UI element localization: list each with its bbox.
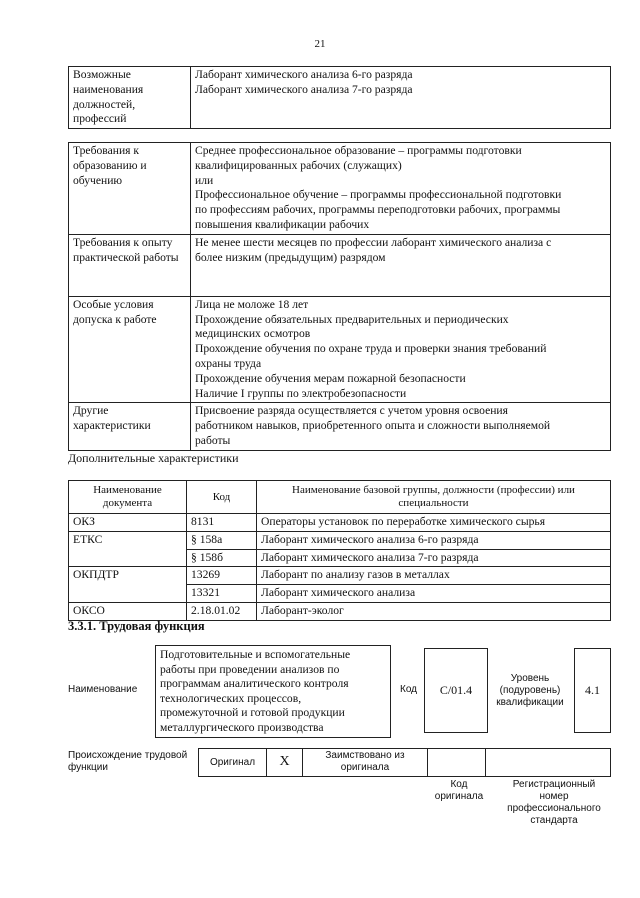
cell-doc: ОКЗ: [69, 514, 187, 532]
cell-code: 13269: [187, 567, 257, 585]
origin-label: Происхождение трудовой функции: [68, 750, 188, 773]
reg-caption: Регистрационный номер профессионального стандарта: [507, 779, 601, 826]
requirement-line: работы: [195, 433, 231, 447]
function-name-line: Подготовительные и вспомогательные: [160, 648, 351, 661]
requirement-line: Наличие I группы по электробезопасности: [195, 386, 407, 400]
col-header-name: Наименование базовой группы, должности (профессии) или специальности: [257, 481, 611, 514]
requirement-line: Прохождение обучения мерам пожарной безопасности: [195, 371, 466, 385]
original-code-cell: [428, 749, 486, 777]
section-title: 3.3.1. Трудовая функция: [68, 619, 205, 633]
function-name-line: работы при проведении анализов по: [160, 662, 340, 676]
function-name-line: технологических процессов,: [160, 691, 302, 705]
requirement-label: Требования к образованию и обучению: [69, 143, 191, 235]
code-label: Код: [400, 684, 418, 695]
table-row: [69, 602, 611, 620]
cell-doc: ОКСО: [69, 602, 187, 620]
table-row: [69, 567, 611, 585]
table-row: [69, 514, 611, 532]
requirement-label: Другие характеристики: [69, 403, 191, 450]
cell-code: § 158а: [187, 531, 257, 549]
origin-table: [198, 748, 611, 777]
requirement-line: Профессиональное обучение – программы профессиональной подготовки: [195, 188, 562, 202]
cell-code: 2.18.01.02: [187, 602, 257, 620]
requirement-line: медицинских осмотров: [195, 327, 311, 341]
requirement-content: [191, 403, 611, 450]
table-row: [69, 549, 611, 567]
table-row: [69, 531, 611, 549]
requirement-row: [69, 296, 611, 403]
title-value: Лаборант химического анализа 6-го разряда: [195, 68, 413, 81]
requirement-content: [191, 234, 611, 296]
requirement-line: квалифицированных рабочих (служащих): [195, 158, 402, 172]
table-row: [69, 585, 611, 603]
requirement-line: Прохождение обучения по охране труда и проверки знания требований: [195, 342, 547, 356]
requirement-line: повышения квалификации рабочих: [195, 217, 370, 231]
additional-table: [68, 480, 611, 621]
requirement-row: [69, 234, 611, 296]
cell-doc: ОКПДТР: [69, 567, 187, 585]
level-value-box: [574, 648, 611, 733]
code-value: C/01.4: [439, 683, 473, 697]
requirement-line: по профессиям рабочих, программы переподготовки рабочих, программы: [195, 203, 561, 217]
requirement-content: [191, 296, 611, 403]
level-label: Уровень (подуровень) квалификации: [496, 673, 564, 708]
cell-doc: ЕТКС: [69, 531, 187, 549]
requirement-line: Лица не моложе 18 лет: [195, 297, 309, 311]
requirements-table: [68, 142, 611, 451]
requirement-line: или: [195, 173, 214, 187]
original-mark: X: [267, 749, 303, 777]
function-name-box: [155, 645, 391, 738]
requirement-line: работником навыков, приобретенного опыта и сложности выполняемой: [195, 419, 551, 433]
requirement-line: Среднее профессиональное образование – программы подготовки: [195, 144, 522, 157]
titles-label: Возможные наименования должностей, профессий: [69, 67, 191, 129]
function-name-line: металлургического производства: [160, 720, 324, 734]
borrowed-label: Заимствовано из оригинала: [303, 749, 428, 777]
titles-values: [191, 67, 611, 129]
table-header-row: [69, 481, 611, 514]
reg-number-cell: [486, 749, 611, 777]
requirement-row: [69, 403, 611, 450]
requirement-line: Присвоение разряда осуществляется с учетом уровня освоения: [195, 404, 508, 418]
requirement-label: Требования к опыту практической работы: [69, 234, 191, 296]
requirement-line: охраны труда: [195, 356, 262, 370]
cell-name: Лаборант-эколог: [257, 602, 611, 620]
cell-name: Лаборант химического анализа 6-го разряда: [257, 531, 611, 549]
level-value: 4.1: [585, 683, 600, 697]
requirement-row: [69, 143, 611, 235]
cell-code: 13321: [187, 585, 257, 603]
function-name-line: промежуточной и готовой продукции: [160, 706, 345, 720]
requirement-content: [191, 143, 611, 235]
page-number: 21: [314, 38, 326, 50]
requirement-line: более низким (предыдущим) разрядом: [195, 250, 386, 264]
function-name-label: Наименование: [68, 684, 138, 695]
cell-name: Лаборант по анализу газов в металлах: [257, 567, 611, 585]
requirement-label: Особые условия допуска к работе: [69, 296, 191, 403]
col-header-doc: Наименование документа: [69, 481, 187, 514]
additional-title: Дополнительные характеристики: [68, 451, 239, 465]
function-name-line: программам аналитического контроля: [160, 677, 349, 691]
col-header-code: Код: [187, 481, 257, 514]
title-value: Лаборант химического анализа 7-го разряда: [195, 82, 413, 96]
titles-table: [68, 66, 611, 129]
cell-code: § 158б: [187, 549, 257, 567]
code-value-box: [424, 648, 488, 733]
cell-name: Лаборант химического анализа 7-го разряда: [257, 549, 611, 567]
cell-name: Операторы установок по переработке химического сырья: [257, 514, 611, 532]
original-label: Оригинал: [199, 749, 267, 777]
requirement-line: Не менее шести месяцев по профессии лаборант химического анализа с: [195, 235, 552, 249]
code-caption: Код оригинала: [434, 779, 484, 802]
requirement-line: Прохождение обязательных предварительных и периодических: [195, 312, 509, 326]
cell-doc: [69, 549, 187, 567]
cell-doc: [69, 585, 187, 603]
cell-code: 8131: [187, 514, 257, 532]
cell-name: Лаборант химического анализа: [257, 585, 611, 603]
